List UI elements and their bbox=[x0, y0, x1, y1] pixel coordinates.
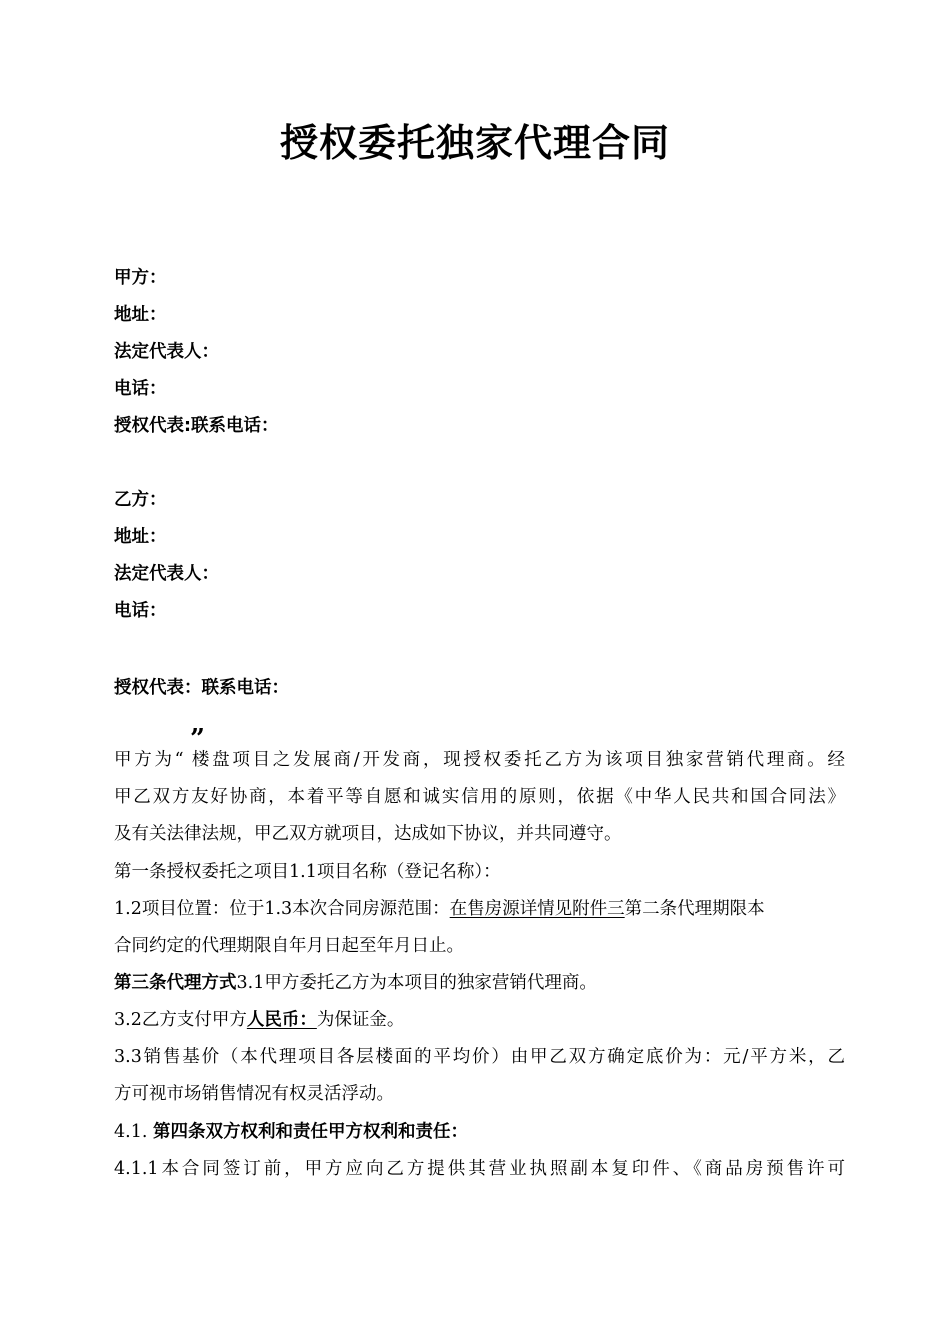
article-1: 第一条授权委托之项目1.1项目名称（登记名称）： bbox=[114, 862, 501, 882]
article-3 bbox=[114, 971, 597, 995]
article-3-2-tail: 为保证金。 bbox=[316, 1010, 405, 1030]
article-4-number: 4.1. bbox=[114, 1122, 153, 1142]
article-4-1-1: 4.1.1本合同签订前，甲方应向乙方提供其营业执照副本复印件、《商品房预售许可 bbox=[114, 1159, 845, 1179]
party-b-authorized: 授权代表：联系电话： bbox=[114, 678, 289, 698]
article-3-2 bbox=[114, 1008, 404, 1032]
article-2-start: 第二条代理期限本 bbox=[624, 899, 765, 919]
party-b-address: 地址： bbox=[114, 527, 167, 547]
party-a-address: 地址： bbox=[114, 305, 167, 325]
currency-label: 人民币： bbox=[246, 1010, 317, 1030]
paragraph-line: 甲乙双方友好协商，本着平等自愿和诚实信用的原则，依据《中华人民共和国合同法》 bbox=[114, 787, 845, 807]
article-2-period: 合同约定的代理期限自年月日起至年月日止。 bbox=[114, 936, 464, 956]
article-3-2-text: 3.2乙方支付甲方 bbox=[114, 1010, 247, 1030]
document-title: 授权委托独家代理合同 bbox=[279, 121, 670, 165]
party-a-legal-rep: 法定代表人： bbox=[114, 342, 219, 362]
party-a-label: 甲方： bbox=[114, 268, 167, 288]
article-3-1: 3.1甲方委托乙方为本项目的独家营销代理商。 bbox=[236, 973, 597, 993]
article-1-2 bbox=[114, 897, 765, 921]
paragraph-line: 及有关法律法规，甲乙双方就项目，达成如下协议，并共同遵守。 bbox=[114, 824, 622, 844]
article-3-heading: 第三条代理方式 bbox=[114, 973, 237, 993]
party-a-phone: 电话： bbox=[114, 379, 167, 399]
article-1-2-text: 1.2项目位置：位于1.3本次合同房源范围： bbox=[114, 899, 450, 919]
closing-quote-mark: ” bbox=[190, 724, 205, 754]
annex-reference: 在售房源详情见附件三 bbox=[449, 899, 625, 919]
article-3-3: 3.3销售基价（本代理项目各层楼面的平均价）由甲乙双方确定底价为：元/平方米，乙 bbox=[114, 1047, 845, 1067]
party-b-legal-rep: 法定代表人： bbox=[114, 564, 219, 584]
paragraph-line: 甲方为“ 楼盘项目之发展商/开发商，现授权委托乙方为该项目独家营销代理商。经 bbox=[114, 750, 845, 770]
party-b-label: 乙方： bbox=[114, 490, 167, 510]
party-b-phone: 电话： bbox=[114, 601, 167, 621]
article-4-heading: 第四条双方权利和责任甲方权利和责任： bbox=[152, 1122, 468, 1142]
article-4 bbox=[114, 1120, 468, 1144]
party-a-authorized: 授权代表:联系电话： bbox=[114, 416, 279, 436]
article-3-3-cont: 方可视市场销售情况有权灵活浮动。 bbox=[114, 1084, 394, 1104]
